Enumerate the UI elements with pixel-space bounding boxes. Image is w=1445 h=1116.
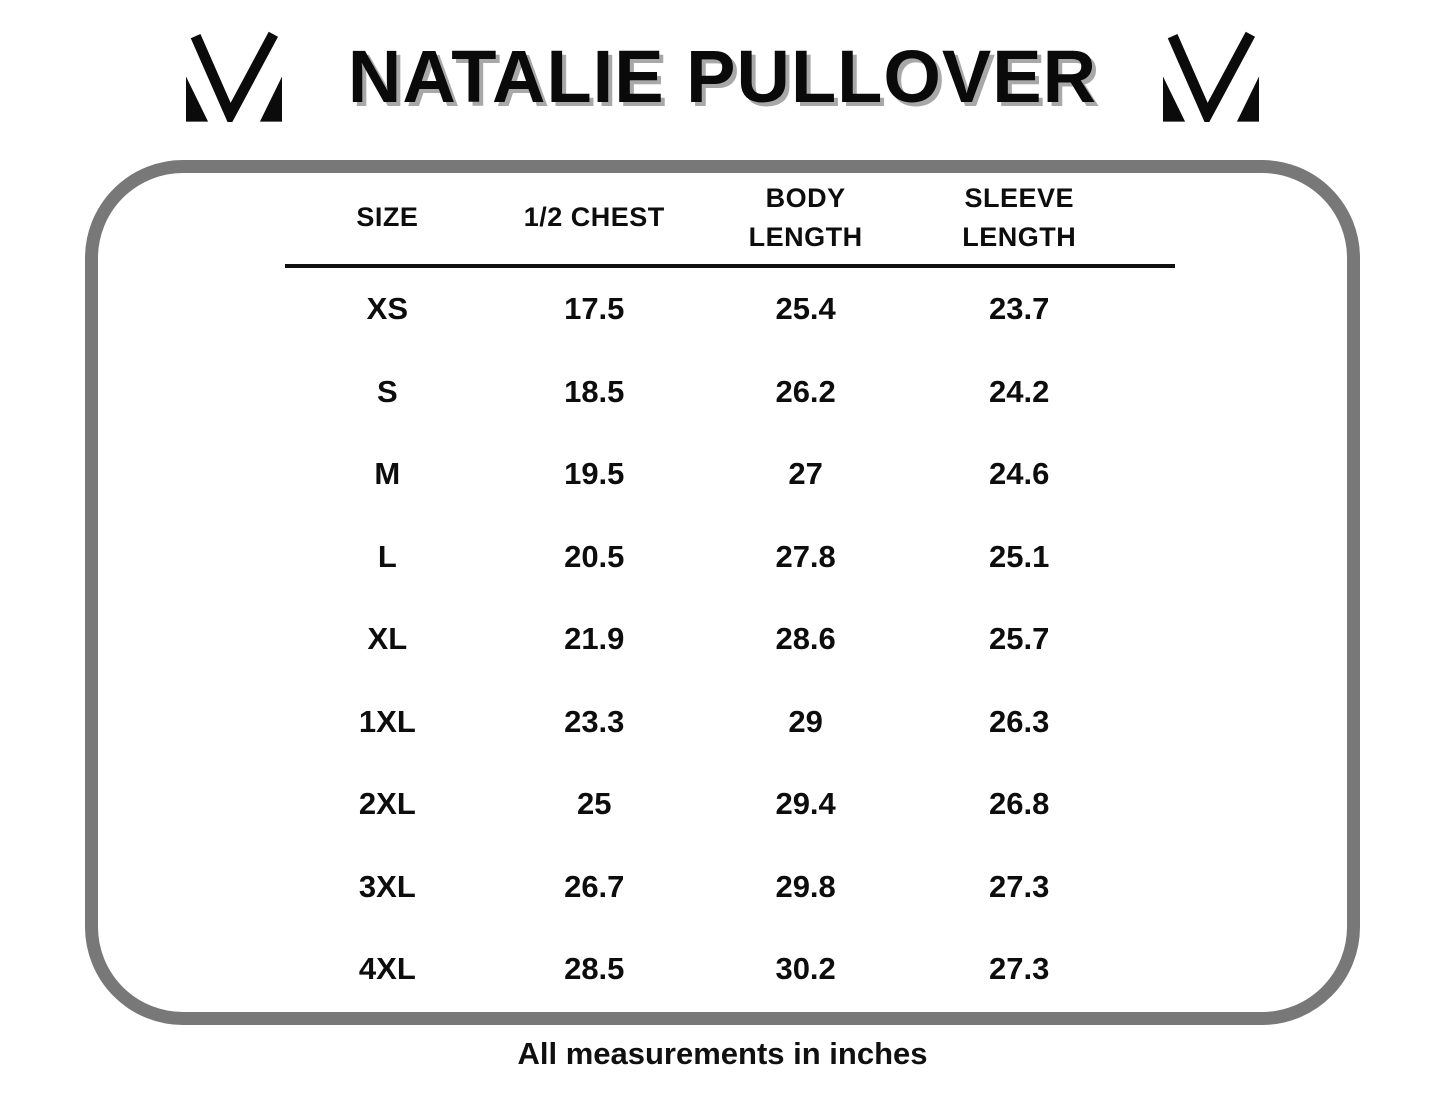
column-header-half-chest xyxy=(490,198,699,237)
body-length-cell: 29.8 xyxy=(775,868,836,904)
sleeve-length-cell: 24.2 xyxy=(989,373,1050,409)
column-header-label-line1: SLEEVE xyxy=(964,182,1074,213)
body-length-cell: 28.6 xyxy=(775,621,836,657)
sleeve-length-cell: 27.3 xyxy=(989,951,1050,987)
body-length-cell: 25.4 xyxy=(775,291,836,327)
table-row xyxy=(285,268,1175,351)
table-header-row xyxy=(285,172,1175,264)
half-chest-cell: 18.5 xyxy=(564,373,625,409)
sleeve-length-cell: 26.8 xyxy=(989,786,1050,822)
size-chart-table xyxy=(285,172,1175,1011)
size-cell: XS xyxy=(366,291,409,327)
half-chest-cell: 17.5 xyxy=(564,291,625,327)
sleeve-length-cell: 27.3 xyxy=(989,868,1050,904)
size-cell: 4XL xyxy=(358,951,416,987)
half-chest-cell: 20.5 xyxy=(564,538,625,574)
size-cell: 1XL xyxy=(358,703,416,739)
size-cell: 2XL xyxy=(358,786,416,822)
half-chest-cell: 21.9 xyxy=(564,621,625,657)
size-cell: L xyxy=(377,538,397,574)
column-header-size xyxy=(285,198,490,237)
body-length-cell: 27 xyxy=(788,456,823,492)
body-length-cell: 26.2 xyxy=(775,373,836,409)
body-length-cell: 30.2 xyxy=(775,951,836,987)
sleeve-length-cell: 25.1 xyxy=(989,538,1050,574)
size-cell: M xyxy=(374,456,401,492)
table-row xyxy=(285,351,1175,434)
half-chest-cell: 19.5 xyxy=(564,456,625,492)
brand-m-logo-icon xyxy=(1163,30,1259,122)
sleeve-length-cell: 26.3 xyxy=(989,703,1050,739)
half-chest-cell: 25 xyxy=(577,786,612,822)
size-cell: 3XL xyxy=(358,868,416,904)
table-row xyxy=(285,516,1175,599)
body-length-cell: 27.8 xyxy=(775,538,836,574)
column-header-label: 1/2 CHEST xyxy=(523,202,665,233)
page-title: NATALIE PULLOVER xyxy=(347,34,1098,118)
column-header-body-length xyxy=(699,179,913,257)
column-header-sleeve-length xyxy=(912,179,1126,257)
column-header-label-line2: LENGTH xyxy=(962,222,1077,252)
half-chest-cell: 28.5 xyxy=(564,951,625,987)
measurements-note: All measurements in inches xyxy=(517,1036,928,1071)
half-chest-cell: 26.7 xyxy=(564,868,625,904)
sleeve-length-cell: 25.7 xyxy=(989,621,1050,657)
table-row xyxy=(285,928,1175,1011)
brand-m-logo-icon xyxy=(186,30,282,122)
half-chest-cell: 23.3 xyxy=(564,703,625,739)
size-cell: XL xyxy=(367,621,408,657)
sleeve-length-cell: 24.6 xyxy=(989,456,1050,492)
table-row xyxy=(285,763,1175,846)
column-header-label-line2: LENGTH xyxy=(748,222,863,252)
column-header-label-line1: BODY xyxy=(765,182,846,213)
body-length-cell: 29 xyxy=(788,703,823,739)
body-length-cell: 29.4 xyxy=(775,786,836,822)
table-row xyxy=(285,846,1175,929)
column-header-label: SIZE xyxy=(356,202,419,233)
table-row xyxy=(285,681,1175,764)
size-cell: S xyxy=(377,373,398,409)
table-row xyxy=(285,598,1175,681)
sleeve-length-cell: 23.7 xyxy=(989,291,1050,327)
header xyxy=(0,0,1445,152)
table-row xyxy=(285,433,1175,516)
